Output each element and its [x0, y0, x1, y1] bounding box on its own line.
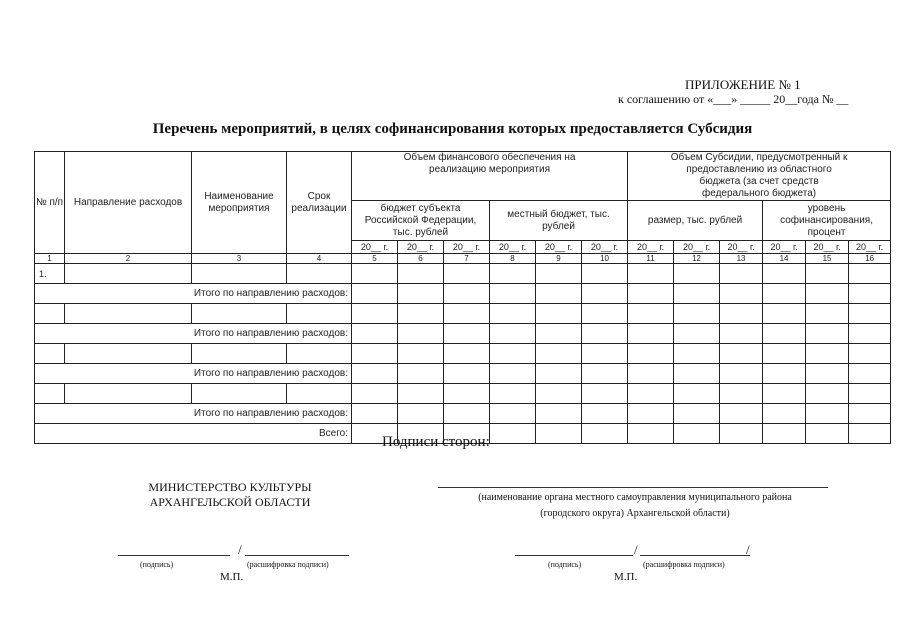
table-cell	[536, 404, 582, 424]
table-cell	[674, 424, 720, 444]
column-number: 13	[720, 254, 763, 264]
table-cell	[582, 364, 628, 384]
table-cell	[192, 264, 287, 284]
table-body	[35, 264, 891, 444]
row-number	[35, 344, 65, 364]
subtotal-row	[35, 364, 891, 384]
col-number-header: № п/п	[35, 152, 65, 254]
table-cell	[398, 304, 444, 324]
col-direction-header: Направление расходов	[65, 152, 192, 254]
table-cell	[849, 364, 891, 384]
total-label: Всего:	[35, 424, 352, 444]
year-cell: 20__ г.	[849, 241, 891, 254]
table-cell	[763, 404, 806, 424]
table-cell	[192, 384, 287, 404]
year-cell: 20__ г.	[674, 241, 720, 254]
column-number: 10	[582, 254, 628, 264]
table-cell	[352, 324, 398, 344]
column-number: 14	[763, 254, 806, 264]
table-cell	[674, 264, 720, 284]
table-cell	[628, 384, 674, 404]
table-cell	[849, 424, 891, 444]
table-row	[35, 304, 891, 324]
table-cell	[536, 284, 582, 304]
table-cell	[490, 404, 536, 424]
right-signature-caption: (подпись)	[548, 560, 582, 569]
table-cell	[720, 364, 763, 384]
col-event-header: Наименование мероприятия	[192, 152, 287, 254]
table-row	[35, 264, 891, 284]
table-cell	[720, 404, 763, 424]
table-cell	[444, 344, 490, 364]
table-cell	[582, 284, 628, 304]
table-cell	[720, 324, 763, 344]
table-cell	[536, 364, 582, 384]
row-number	[35, 384, 65, 404]
year-cell: 20__ г.	[536, 241, 582, 254]
table-cell	[849, 404, 891, 424]
column-number: 8	[490, 254, 536, 264]
table-cell	[720, 384, 763, 404]
table-cell	[674, 384, 720, 404]
table-cell	[287, 344, 352, 364]
financing-group-header: Объем финансового обеспечения на реализацию мероприятия	[352, 152, 628, 201]
table-cell	[444, 284, 490, 304]
table-cell	[352, 384, 398, 404]
table-cell	[398, 384, 444, 404]
col-term-header: Срок реализации	[287, 152, 352, 254]
table-cell	[806, 284, 849, 304]
table-cell	[444, 304, 490, 324]
column-number: 7	[444, 254, 490, 264]
table-cell	[398, 324, 444, 344]
right-signature-slash: /	[634, 542, 638, 557]
table-cell	[398, 284, 444, 304]
subtotal-label: Итого по направлению расходов:	[35, 404, 352, 424]
regional-budget-header: бюджет субъекта Российской Федерации, тыс. рублей	[352, 201, 490, 241]
table-cell	[763, 344, 806, 364]
column-number: 2	[65, 254, 192, 264]
table-cell	[763, 384, 806, 404]
org-caption-line-1: (наименование органа местного самоуправления муниципального района	[478, 492, 792, 503]
year-cell: 20__ г.	[806, 241, 849, 254]
table-cell	[674, 284, 720, 304]
table-cell	[536, 384, 582, 404]
table-cell	[582, 324, 628, 344]
table-cell	[806, 364, 849, 384]
table-cell	[720, 284, 763, 304]
left-signature-caption: (подпись)	[140, 560, 174, 569]
table-cell	[674, 324, 720, 344]
table-cell	[582, 424, 628, 444]
table-cell	[65, 264, 192, 284]
year-cell: 20__ г.	[582, 241, 628, 254]
column-number: 15	[806, 254, 849, 264]
table-cell	[536, 324, 582, 344]
table-cell	[192, 304, 287, 324]
left-seal-label: М.П.	[220, 571, 244, 583]
left-transcript-line	[245, 555, 349, 556]
column-number: 11	[628, 254, 674, 264]
table-cell	[674, 344, 720, 364]
table-cell	[582, 404, 628, 424]
table-cell	[674, 304, 720, 324]
table-cell	[287, 304, 352, 324]
table-cell	[536, 264, 582, 284]
table-cell	[398, 264, 444, 284]
table-cell	[65, 304, 192, 324]
table-cell	[582, 384, 628, 404]
column-number: 6	[398, 254, 444, 264]
table-cell	[490, 384, 536, 404]
table-cell	[287, 384, 352, 404]
table-cell	[192, 344, 287, 364]
table-cell	[582, 344, 628, 364]
table-cell	[490, 304, 536, 324]
table-cell	[490, 344, 536, 364]
org-caption-line-2: (городского округа) Архангельской области)	[540, 508, 730, 519]
table-cell	[352, 264, 398, 284]
subtotal-label: Итого по направлению расходов:	[35, 324, 352, 344]
table-cell	[674, 364, 720, 384]
appendix-label: ПРИЛОЖЕНИЕ № 1	[685, 77, 801, 92]
table-row	[35, 384, 891, 404]
table-cell	[763, 324, 806, 344]
table-cell	[806, 384, 849, 404]
table-cell	[490, 264, 536, 284]
table-cell	[849, 384, 891, 404]
table-cell	[628, 284, 674, 304]
table-cell	[444, 324, 490, 344]
table-cell	[490, 284, 536, 304]
table-cell	[720, 344, 763, 364]
table-cell	[763, 364, 806, 384]
table-cell	[352, 304, 398, 324]
table-cell	[806, 324, 849, 344]
table-cell	[763, 304, 806, 324]
table-cell	[444, 384, 490, 404]
table-cell	[720, 264, 763, 284]
year-cell: 20__ г.	[444, 241, 490, 254]
table-cell	[674, 404, 720, 424]
subtotal-row	[35, 284, 891, 304]
agreement-reference: к соглашению от «___» _____ 20__года № __	[618, 92, 849, 106]
table-cell	[720, 424, 763, 444]
signatures-title: Подписи сторон:	[382, 434, 490, 450]
table-cell	[628, 264, 674, 284]
right-signature-slash-end: /	[746, 542, 750, 557]
right-seal-label: М.П.	[614, 571, 638, 583]
table-cell	[849, 344, 891, 364]
column-number: 4	[287, 254, 352, 264]
table-cell	[720, 304, 763, 324]
year-cell: 20__ г.	[490, 241, 536, 254]
table-cell	[849, 264, 891, 284]
table-cell	[628, 364, 674, 384]
local-budget-header: местный бюджет, тыс. рублей	[490, 201, 628, 241]
left-transcript-caption: (расшифровка подписи)	[247, 560, 329, 569]
column-number: 16	[849, 254, 891, 264]
table-cell	[352, 284, 398, 304]
table-cell	[352, 404, 398, 424]
year-cell: 20__ г.	[628, 241, 674, 254]
table-cell	[582, 264, 628, 284]
row-number	[35, 304, 65, 324]
table-cell	[490, 424, 536, 444]
table-cell	[398, 364, 444, 384]
events-table	[34, 151, 891, 444]
table-cell	[65, 384, 192, 404]
table-cell	[287, 264, 352, 284]
column-number: 12	[674, 254, 720, 264]
subsidy-group-header: Объем Субсидии, предусмотренный к предоставлению из областного бюджета (за счет средств федерального бюджета)	[628, 152, 891, 201]
subtotal-row	[35, 324, 891, 344]
row-number: 1.	[35, 264, 65, 284]
column-number: 1	[35, 254, 65, 264]
subtotal-row	[35, 404, 891, 424]
table-cell	[536, 344, 582, 364]
table-cell	[398, 344, 444, 364]
left-signature-slash: /	[238, 542, 242, 557]
org-name-caption	[420, 490, 850, 522]
table-cell	[536, 424, 582, 444]
table-cell	[763, 264, 806, 284]
table-cell	[763, 284, 806, 304]
column-number: 3	[192, 254, 287, 264]
table-cell	[806, 304, 849, 324]
left-signature-line	[118, 555, 230, 556]
right-transcript-caption: (расшифровка подписи)	[643, 560, 725, 569]
table-cell	[849, 304, 891, 324]
table-cell	[806, 424, 849, 444]
table-cell	[444, 264, 490, 284]
table-cell	[536, 304, 582, 324]
table-cell	[352, 364, 398, 384]
year-cell: 20__ г.	[720, 241, 763, 254]
table-cell	[628, 404, 674, 424]
header-row-1	[35, 152, 891, 201]
table-cell	[849, 324, 891, 344]
table-cell	[398, 404, 444, 424]
subtotal-label: Итого по направлению расходов:	[35, 364, 352, 384]
subsidy-amount-header: размер, тыс. рублей	[628, 201, 763, 241]
table-cell	[582, 304, 628, 324]
table-cell	[65, 344, 192, 364]
year-cell: 20__ г.	[398, 241, 444, 254]
table-cell	[628, 344, 674, 364]
table-cell	[628, 424, 674, 444]
table-row	[35, 344, 891, 364]
year-cell: 20__ г.	[352, 241, 398, 254]
right-signature-line	[515, 555, 633, 556]
table-cell	[444, 364, 490, 384]
subtotal-label: Итого по направлению расходов:	[35, 284, 352, 304]
column-number: 9	[536, 254, 582, 264]
table-cell	[444, 404, 490, 424]
table-cell	[628, 324, 674, 344]
table-cell	[763, 424, 806, 444]
right-transcript-line	[640, 555, 750, 556]
year-cell: 20__ г.	[763, 241, 806, 254]
column-number: 5	[352, 254, 398, 264]
document-title: Перечень мероприятий, в целях софинансирования которых предоставляется Субсидия	[152, 121, 753, 137]
table-cell	[806, 264, 849, 284]
table-cell	[628, 304, 674, 324]
table-cell	[849, 284, 891, 304]
table-cell	[806, 404, 849, 424]
ministry-name: МИНИСТЕРСТВО КУЛЬТУРЫ АРХАНГЕЛЬСКОЙ ОБЛАСТИ	[148, 480, 312, 509]
cofinancing-level-header: уровень софинансирования, процент	[763, 201, 891, 241]
column-number-row	[35, 254, 891, 264]
table-cell	[490, 364, 536, 384]
table-cell	[806, 344, 849, 364]
table-cell	[490, 324, 536, 344]
org-name-line	[438, 487, 828, 488]
table-cell	[352, 344, 398, 364]
